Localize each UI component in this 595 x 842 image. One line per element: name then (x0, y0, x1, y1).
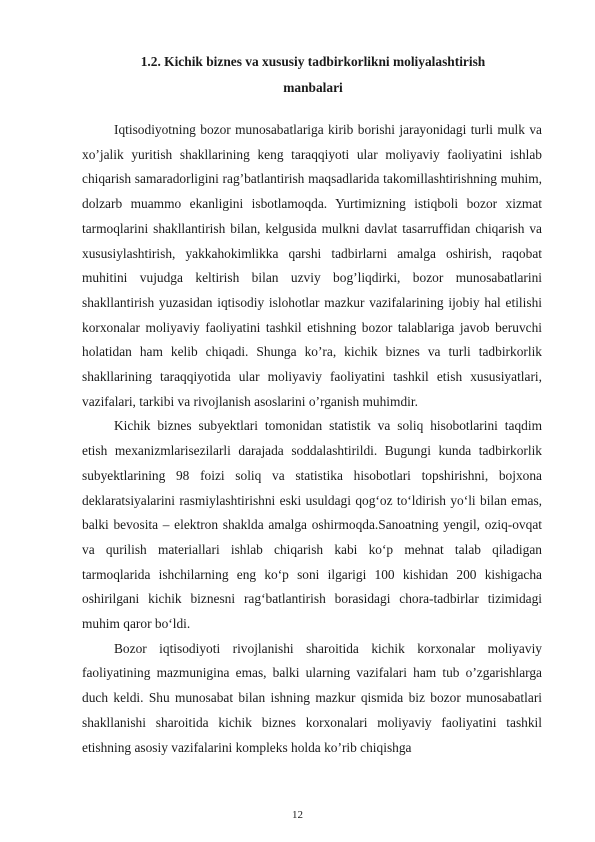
page-number: 12 (292, 809, 303, 821)
paragraph: Iqtisodiyotning bozor munosabatlariga kirib borishi jarayonidagi turli mulk va xo’jalik yuritish shakllarining keng taraqqiyoti ular moliyaviy faoliyatini ishlab chiqarish samaradorligini rag’batlantirish maqsadlarida takomillashtirishning muhim, dolzarb muammo ekanligini isbotlamoqda. Yurtimizning istiqboli bozor xizmat tarmoqlarini shakllantirish bilan, kelgusida mulkni davlat tasarruffidan chiqarish va xususiylashtirish, yakkahokimlikka qarshi tadbirlarni amalga oshirish, raqobat muhitini vujudga keltirish bilan uzviy bog’liqdirki, bozor munosabatlarini shakllantirish yuzasidan iqtisodiy islohotlar mazkur vazifalarining ijobiy hal etilishi korxonalar moliyaviy faoliyatini tashkil etishning bozor talablariga javob beruvchi holatidan ham kelib chiqadi. Shunga ko’ra, kichik biznes va turli tadbirkorlik shakllarining taraqqiyotida ular moliyaviy faoliyatini tashkil etish xususiyatlari, vazifalari, tarkibi va rivojlanish asoslarini o’rganish muhimdir. (82, 122, 542, 409)
paragraph: Bozor iqtisodiyoti rivojlanishi sharoitida kichik korxonalar moliyaviy faoliyatining mazmunigina emas, balki ularning vazifalari ham tub o’zgarishlarga duch keldi. Shu munosabat bilan ishning mazkur qismida biz bozor munosabatlari shakllanishi sharoitida kichik biznes korxonalari moliyaviy faoliyatini tashkil etishning asosiy vazifalarini kompleks holda ko’rib chiqishga (82, 640, 542, 755)
section-heading (82, 49, 544, 101)
paragraph: Kichik biznes subyektlari tomonidan statistik va soliq hisobotlarini taqdim etish mexanizmlarisezilarli darajada soddalashtirildi. Bugungi kunda tadbirkorlik subyektlarining 98 foizi soliq va statistika hisobotlari topshirishni, bojxona deklaratsiyalarini rasmiylashtirishni eski usuldagi qog‘oz to‘ldirish yo‘li bilan emas, balki bevosita – elektron shaklda amalga oshirmoqda.Sanoatning yengil, oziq-ovqat va qurilish materiallari ishlab chiqarish kabi ko‘p mehnat talab qiladigan tarmoqlarida ishchilarning eng ko‘p soni ilgarigi 100 kishidan 200 kishigacha oshirilgani kichik biznesni rag‘batlantirish borasidagi chora-tadbirlar tizimidagi muhim qaror bo‘ldi. (82, 418, 542, 632)
section-heading-line-2: manbalari (283, 80, 343, 95)
body-text (82, 118, 542, 760)
section-heading-line-1: 1.2. Kichik biznes va xususiy tadbirkorlikni moliyalashtirish (140, 54, 486, 69)
